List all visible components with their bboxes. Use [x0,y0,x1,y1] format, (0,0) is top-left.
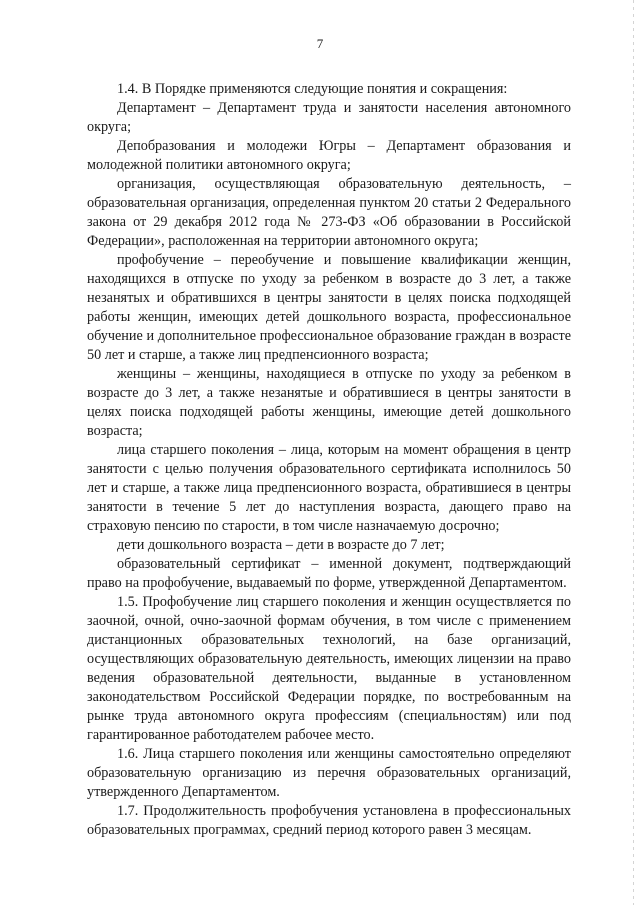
definition-preschool-children: дети дошкольного возраста – дети в возрасте до 7 лет; [117,537,445,553]
definition-depobrazovaniya: Депобразования и молодежи Югры – Департамент образования и молодежной политики автономного округа; [87,138,571,173]
paragraph-1-5: 1.5. Профобучение лиц старшего поколения и женщин осуществляется по заочной, очной, очно-заочной формам обучения, в том числе с применением дистанционных образовательных технологий, на базе организаций, осуществляющих образовательную деятельность, имеющих лицензии на право ведения образовательной деятельности, выданные в установленном законодательством Российской Федерации порядке, по востребованным на рынке труда автономного округа профессиям (специальностям) или под гарантированное работодателем рабочее место. [87,594,571,743]
paragraph-1-7: 1.7. Продолжительность профобучения установлена в профессиональных образовательных программах, средний период которого равен 3 месяцам. [87,803,571,838]
document-body [87,80,571,840]
definition-department: Департамент – Департамент труда и занятости населения автономного округа; [87,100,571,135]
scan-edge-mark [633,0,634,905]
definition-organization: организация, осуществляющая образовательную деятельность, – образовательная организация, определенная пунктом 20 статьи 2 Федерального закона от 29 декабря 2012 года № 273-ФЗ «Об образовании в Российской Федерации», расположенная на территории автономного округа; [87,176,571,249]
definition-women: женщины – женщины, находящиеся в отпуске по уходу за ребенком в возрасте до 3 лет, а также незанятые и обратившиеся в центры занятости в целях поиска подходящей работы женщины, имеющие детей дошкольного возраста; [87,366,571,439]
paragraph-1-6: 1.6. Лица старшего поколения или женщины самостоятельно определяют образовательную организацию из перечня образовательных организаций, утвержденного Департаментом. [87,746,571,800]
paragraph-1-4-intro: 1.4. В Порядке применяются следующие понятия и сокращения: [117,81,508,97]
definition-older-generation: лица старшего поколения – лица, которым на момент обращения в центр занятости с целью получения образовательного сертификата исполнилось 50 лет и старше, а также лица предпенсионного возраста, обратившиеся в центры занятости в течение 5 лет до наступления возраста, дающего право на страховую пенсию по старости, в том числе назначаемую досрочно; [87,442,571,534]
definition-profobuchenie: профобучение – переобучение и повышение квалификации женщин, находящихся в отпуске по уходу за ребенком в возрасте до 3 лет, а также незанятых и обратившихся в центры занятости в целях поиска подходящей работы женщин, имеющих детей дошкольного возраста, профессиональное обучение и дополнительное профессиональное образование граждан в возрасте 50 лет и старше, а также лиц предпенсионного возраста; [87,252,571,363]
page-number: 7 [316,36,324,51]
definition-certificate: образовательный сертификат – именной документ, подтверждающий право на профобучение, выдаваемый по форме, утвержденной Департаментом. [87,556,571,591]
